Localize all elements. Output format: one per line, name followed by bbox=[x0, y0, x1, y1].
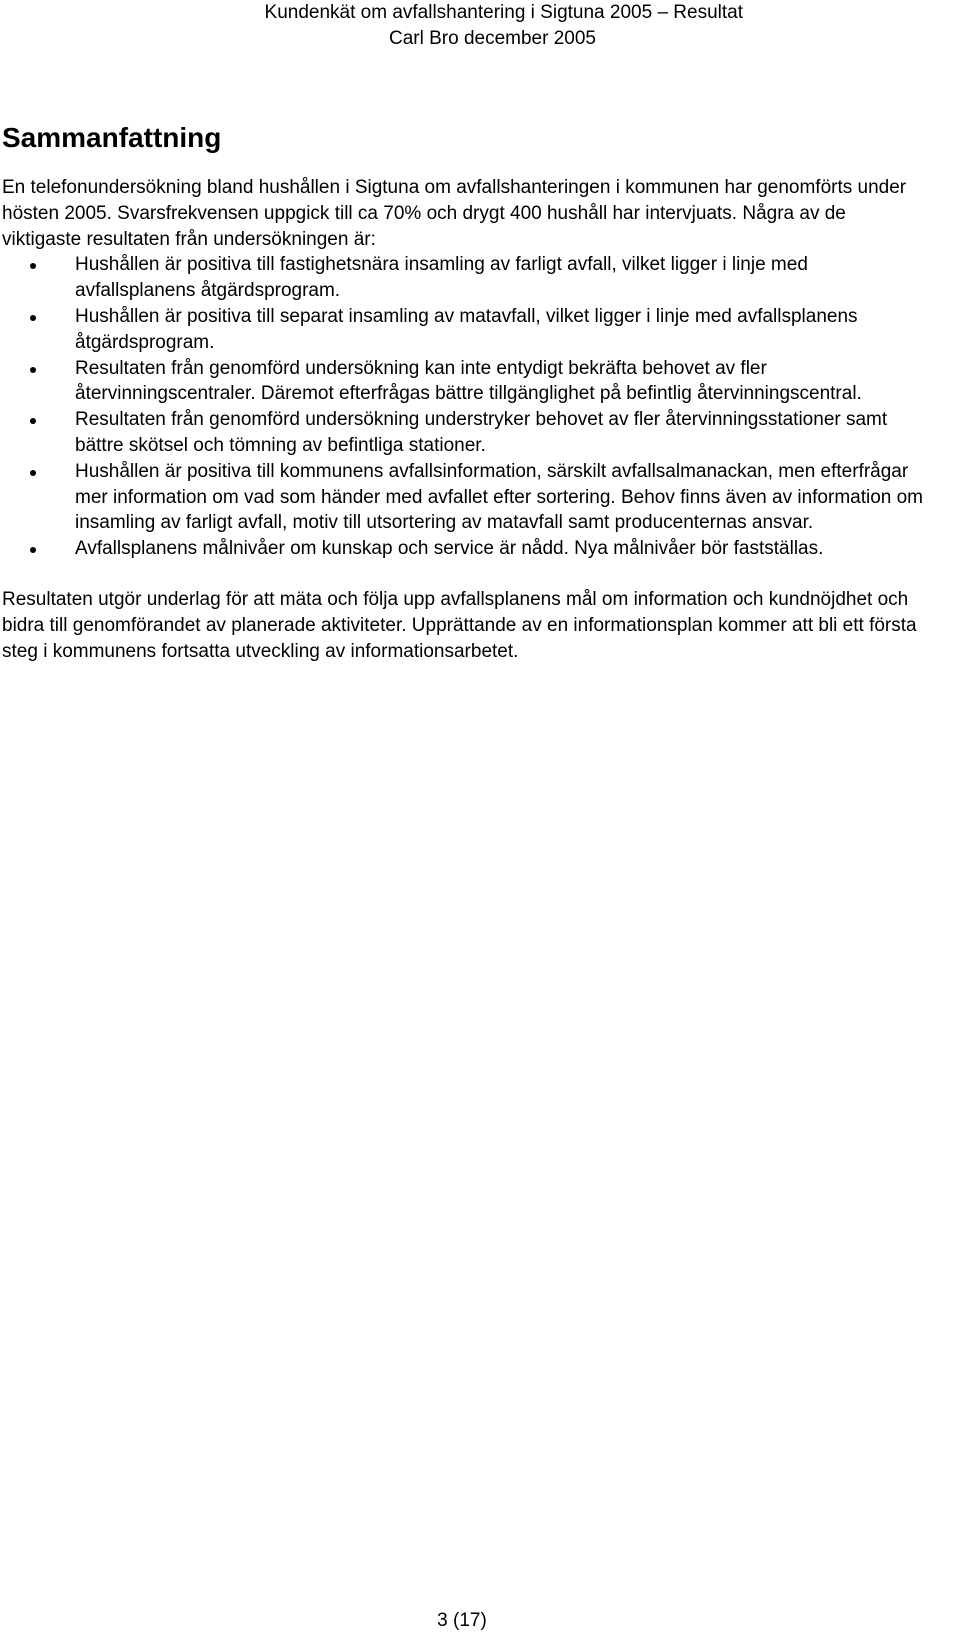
list-item-text: Hushållen är positiva till fastighetsnära insamling av farligt avfall, vilket ligger i linje med avfallsplanens åtgärdsprogram. bbox=[75, 254, 808, 302]
list-item-text: Hushållen är positiva till separat insamling av matavfall, vilket ligger i linje med avfallsplanens åtgärdsprogram. bbox=[75, 305, 858, 353]
bullet-icon bbox=[30, 547, 36, 553]
list-item bbox=[2, 304, 927, 356]
header-title: Kundenkät om avfallshantering i Sigtuna 2005 – Resultat bbox=[264, 2, 743, 23]
bullet-icon bbox=[30, 418, 36, 424]
list-item bbox=[2, 459, 927, 536]
bullet-icon bbox=[30, 315, 36, 321]
list-item-text: Hushållen är positiva till kommunens avfallsinformation, särskilt avfallsalmanackan, men efterfrågar mer information om vad som händer med avfallet efter sortering. Behov finns även av information om insamling av farligt avfall, motiv till utsortering av matavfall samt producenternas ansvar. bbox=[75, 460, 924, 534]
list-item bbox=[2, 536, 927, 562]
list-item bbox=[2, 356, 927, 408]
list-item-text: Resultaten från genomförd undersökning understryker behovet av fler återvinningsstationer samt bättre skötsel och tömning av befintliga stationer. bbox=[75, 409, 888, 456]
bullet-icon bbox=[30, 367, 36, 373]
header-subtitle: Carl Bro december 2005 bbox=[389, 28, 596, 49]
bullet-icon bbox=[30, 263, 36, 269]
conclusion-paragraph: Resultaten utgör underlag för att mäta och följa upp avfallsplanens mål om information och kundnöjdhet och bidra till genomförandet av planerade aktiviteter. Upprättande av en informationsplan kommer att bli ett första steg i kommunens fortsatta utveckling av informationsarbetet. bbox=[2, 588, 917, 662]
document-body bbox=[2, 121, 927, 664]
intro-paragraph: En telefonundersökning bland hushållen i Sigtuna om avfallshanteringen i kommunen har genomförts under hösten 2005. Svarsfrekvensen uppgick till ca 70% och drygt 400 hushåll har intervjuats. Några av de viktigaste resultaten från undersökningen är: bbox=[2, 177, 907, 250]
bullet-icon bbox=[30, 470, 36, 476]
list-item-text: Resultaten från genomförd undersökning kan inte entydigt bekräfta behovet av fler återvinningscentraler. Däremot efterfrågas bättre tillgänglighet på befintlig återvinningscentral. bbox=[75, 357, 862, 405]
list-item bbox=[2, 407, 927, 459]
section-heading: Sammanfattning bbox=[2, 122, 222, 153]
page-number: 3 (17) bbox=[437, 1610, 487, 1631]
results-list bbox=[2, 252, 927, 562]
list-item-text: Avfallsplanens målnivåer om kunskap och service är nådd. Nya målnivåer bör fastställas. bbox=[75, 538, 824, 560]
page-header bbox=[0, 0, 960, 52]
list-item bbox=[2, 252, 927, 304]
